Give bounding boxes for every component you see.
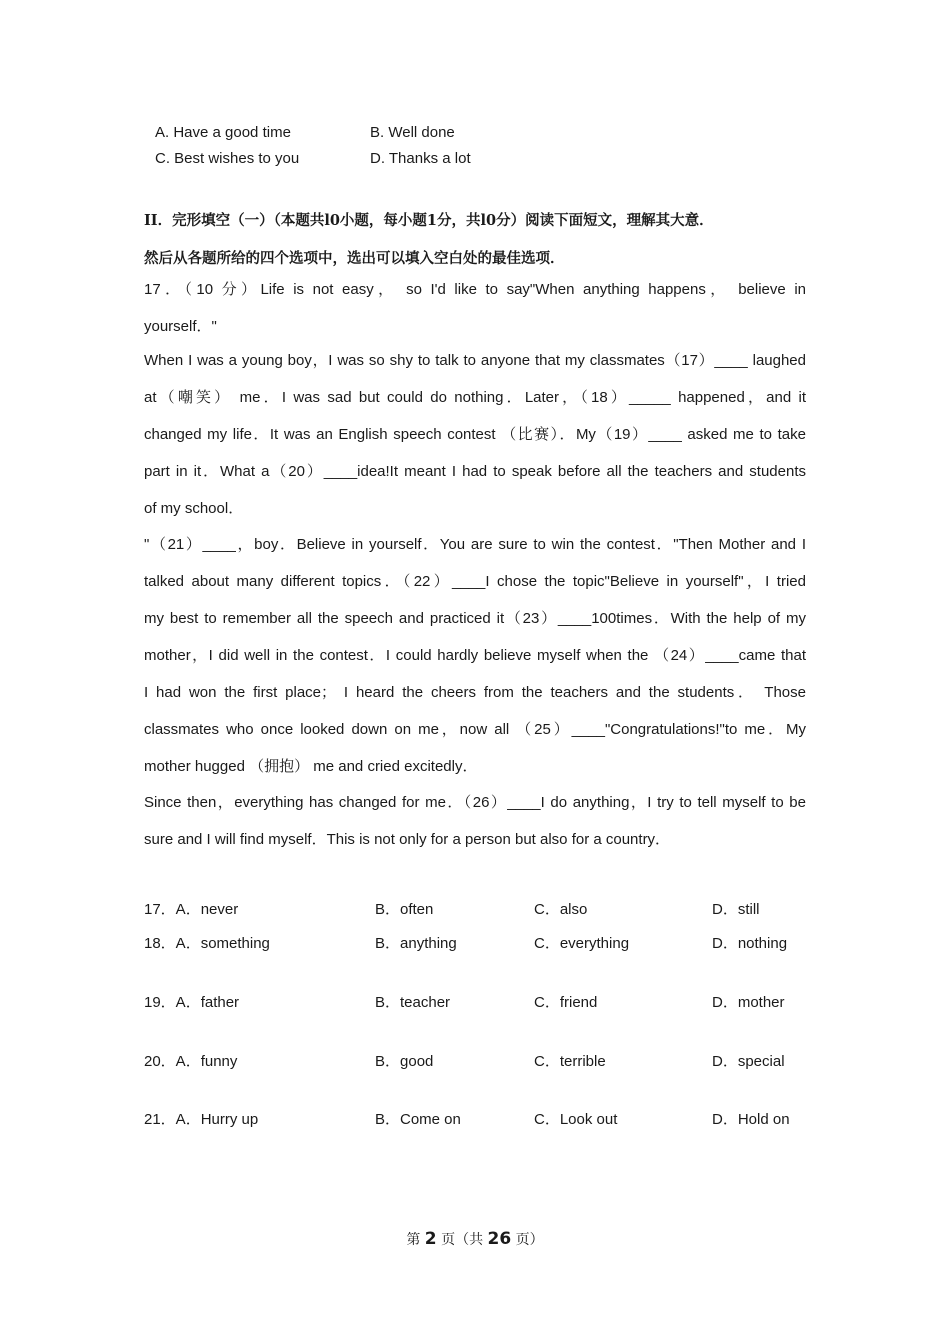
passage-line: Since then，everything has changed for me．（26）____I do anything，I try to tell myself to be (144, 794, 806, 811)
passage-paragraph-1 (144, 271, 806, 345)
footer-page-number: 2 (424, 1229, 437, 1249)
option-b: B．often (375, 901, 434, 918)
passage-line: at（嘲笑） me．I was sad but could do nothing．Later，（18）_____ happened，and it (144, 389, 806, 406)
prev-option-b: B. Well done (370, 124, 455, 141)
passage-line: mother hugged （拥抱） me and cried excitedly． (144, 758, 478, 775)
option-b: B．teacher (375, 994, 451, 1011)
passage-line: classmates who once looked down on me，now all （25）____"Congratulations!"to me．My (144, 721, 806, 738)
question-17-options (144, 898, 824, 920)
option-d: D．nothing (712, 935, 788, 952)
passage-line: 17．（10 分）Life is not easy， so I'd like to say"When anything happens， believe in (144, 281, 806, 298)
passage-line: mother，I did well in the contest．I could hardly believe myself when the （24）____came that (144, 647, 806, 664)
prev-option-c: C. Best wishes to you (155, 150, 300, 167)
section-heading-line1: II．完形填空（一）（本题共l0小题，每小题1分，共l0分）阅读下面短文，理解其大意． (144, 212, 714, 229)
passage-line: of my school． (144, 500, 244, 517)
passage-line: part in it．What a（20）____idea!It meant I had to speak before all the teachers and students (144, 463, 806, 480)
option-c: C．also (534, 901, 588, 918)
question-18-options (144, 932, 824, 954)
option-b: B．good (375, 1053, 434, 1070)
question-19-options (144, 991, 824, 1013)
prev-option-d: D. Thanks a lot (370, 150, 471, 167)
passage-line: changed my life．It was an English speech contest （比赛）．My（19）____ asked me to take (144, 426, 806, 443)
option-c: C．friend (534, 994, 598, 1011)
option-d: D．special (712, 1053, 785, 1070)
footer-suffix: 页） (515, 1232, 544, 1248)
option-d: D．mother (712, 994, 785, 1011)
passage-paragraph-4 (144, 784, 806, 858)
passage-line: talked about many different topics．（22）____I chose the topic"Believe in yourself"，I tried (144, 573, 806, 590)
question-20-options (144, 1050, 824, 1072)
option-c: C．everything (534, 935, 630, 952)
option-a: 21．A．Hurry up (144, 1111, 259, 1128)
passage-line: "（21）____，boy．Believe in yourself．You are sure to win the contest．"Then Mother and I (144, 536, 806, 553)
passage-paragraph-3 (144, 526, 806, 785)
page-footer (0, 1229, 950, 1249)
option-c: C．terrible (534, 1053, 606, 1070)
footer-middle: 页（共 (441, 1232, 484, 1248)
option-a: 17．A．never (144, 901, 239, 918)
passage-line: my best to remember all the speech and practiced it（23）____100times．With the help of my (144, 610, 806, 627)
passage-line: sure and I will find myself．This is not only for a person but also for a country． (144, 831, 671, 848)
option-d: D．Hold on (712, 1111, 790, 1128)
footer-prefix: 第 (406, 1232, 421, 1248)
option-b: B．anything (375, 935, 457, 952)
option-c: C．Look out (534, 1111, 618, 1128)
option-b: B．Come on (375, 1111, 461, 1128)
passage-line: When I was a young boy，I was so shy to talk to anyone that my classmates（17）____ laughed (144, 352, 806, 369)
section-heading-line2: 然后从各题所给的四个选项中，选出可以填入空白处的最佳选项． (144, 250, 565, 267)
option-a: 20．A．funny (144, 1053, 238, 1070)
passage-line: yourself．" (144, 318, 217, 335)
option-a: 19．A．father (144, 994, 240, 1011)
passage-line: I had won the first place； I heard the cheers from the teachers and the students． Those (144, 684, 806, 701)
option-a: 18．A．something (144, 935, 270, 952)
prev-option-a: A. Have a good time (155, 124, 291, 141)
passage-paragraph-2 (144, 342, 806, 527)
question-21-options (144, 1108, 824, 1130)
option-d: D．still (712, 901, 760, 918)
footer-total-pages: 26 (487, 1229, 512, 1249)
